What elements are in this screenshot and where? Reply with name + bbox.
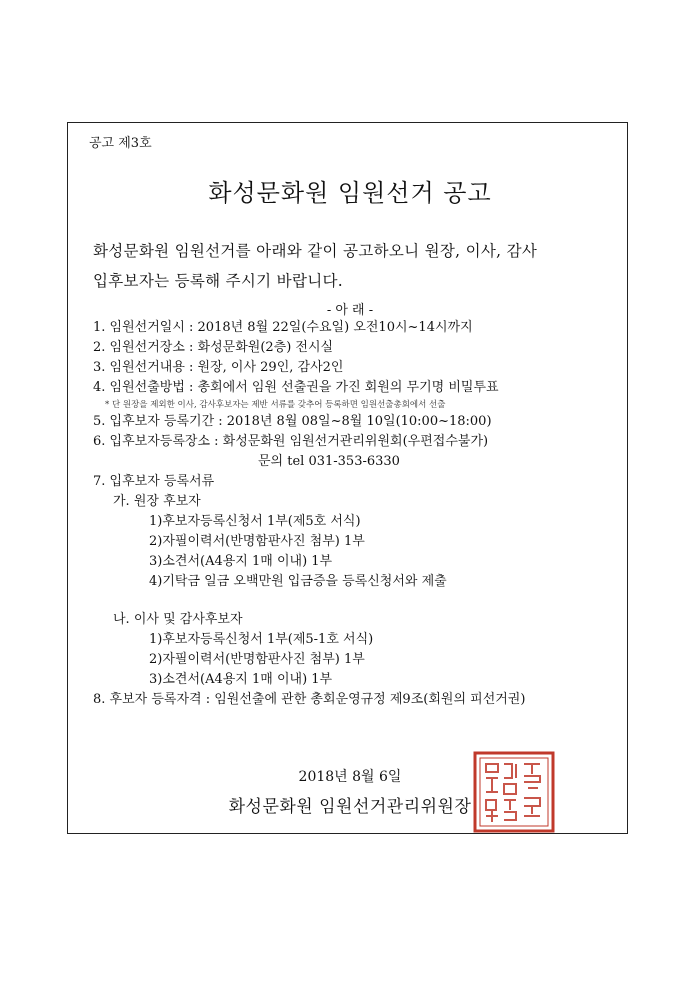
item-registration-documents: 7. 입후보자 등록서류: [93, 474, 215, 489]
doc-director-statement: 3)소견서(A4용지 1매 이내) 1부: [149, 672, 333, 687]
issuer-name: 화성문화원 임원선거관리위원장: [228, 797, 472, 817]
intro-line-1: 화성문화원 임원선거를 아래와 같이 공고하오니 원장, 이사, 감사: [93, 242, 538, 260]
doc-president-statement: 3)소견서(A4용지 1매 이내) 1부: [149, 554, 333, 569]
notice-number: 공고 제3호: [89, 136, 152, 151]
item-election-place: 2. 임원선거장소 : 화성문화원(2층) 전시실: [93, 340, 334, 355]
item-election-method-note: * 단 원장을 제외한 이사, 감사후보자는 제반 서류를 갖추어 등록하면 임원선출총회에서 선출: [105, 400, 446, 410]
intro-paragraph: [93, 236, 537, 296]
item-candidate-qualification: 8. 후보자 등록자격 : 임원선출에 관한 총회운영규정 제9조(회원의 피선거권): [93, 692, 526, 707]
subsection-president-candidate: 가. 원장 후보자: [113, 494, 201, 509]
item-registration-place: 6. 입후보자등록장소 : 화성문화원 임원선거관리위원회(우편접수불가): [93, 434, 489, 449]
below-label: - 아 래 -: [326, 303, 374, 318]
subsection-director-auditor-candidate: 나. 이사 및 감사후보자: [113, 612, 243, 627]
item-registration-phone: 문의 tel 031-353-6330: [258, 454, 400, 469]
doc-director-application: 1)후보자등록신청서 1부(제5-1호 서식): [149, 632, 374, 647]
intro-line-2: 입후보자는 등록해 주시기 바랍니다.: [93, 272, 344, 290]
page-title: 화성문화원 임원선거 공고: [208, 179, 492, 207]
item-registration-period: 5. 입후보자 등록기간 : 2018년 8월 08일~8월 10일(10:00~18:00): [93, 414, 492, 429]
doc-director-resume: 2)자필이력서(반명함판사진 첨부) 1부: [149, 652, 365, 667]
doc-president-deposit: 4)기탁금 일금 오백만원 입금증을 등록신청서와 제출: [149, 574, 447, 589]
notice-items: [93, 318, 525, 710]
doc-president-application: 1)후보자등록신청서 1부(제5호 서식): [149, 514, 361, 529]
spacer: [93, 592, 525, 610]
issue-date: 2018년 8월 6일: [298, 769, 402, 785]
doc-president-resume: 2)자필이력서(반명함판사진 첨부) 1부: [149, 534, 365, 549]
item-election-method: 4. 임원선출방법 : 총회에서 임원 선출권을 가진 회원의 무기명 비밀투표: [93, 380, 499, 395]
item-election-content: 3. 임원선거내용 : 원장, 이사 29인, 감사2인: [93, 360, 344, 375]
item-election-datetime: 1. 임원선거일시 : 2018년 8월 22일(수요일) 오전10시~14시까지: [93, 320, 473, 335]
